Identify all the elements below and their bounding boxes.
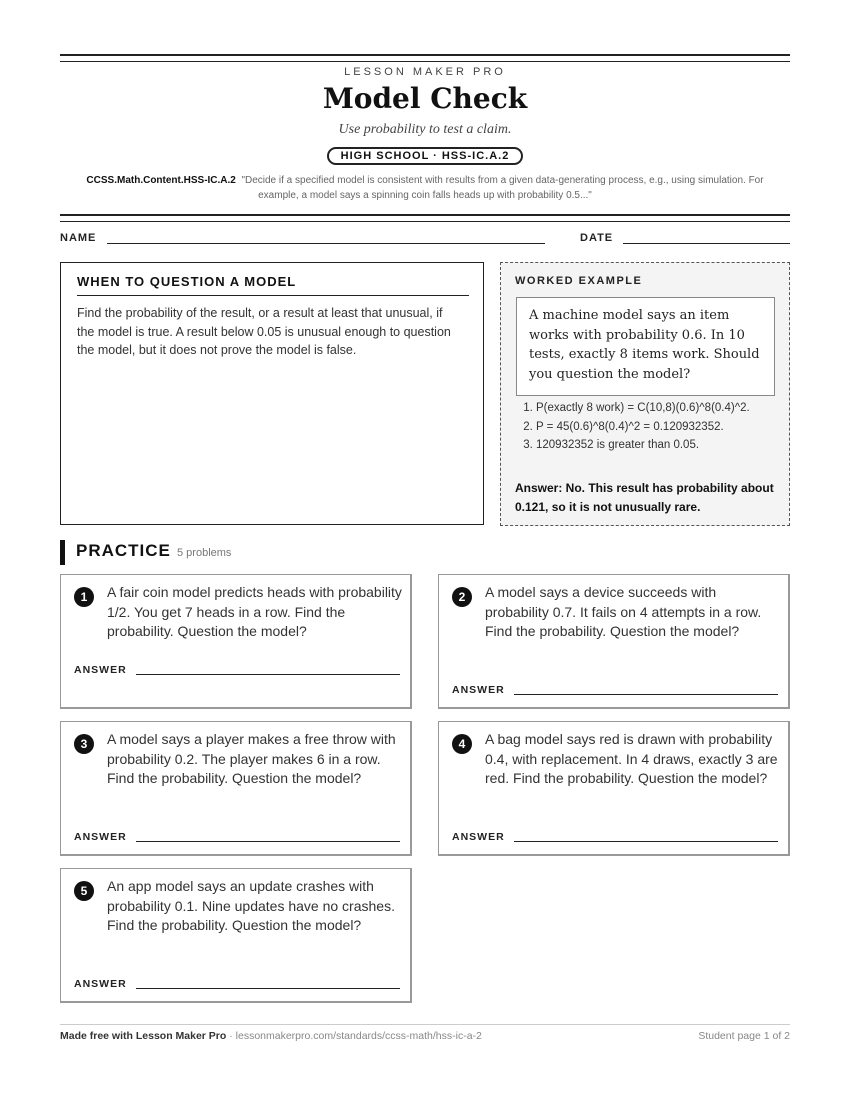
problem-card-3 [60, 721, 412, 856]
name-label: NAME [60, 232, 97, 244]
worked-example-step: 2. P = 45(0.6)^8(0.4)^2 = 0.120932352. [536, 418, 781, 437]
problem-card-5 [60, 868, 412, 1003]
grade-standard-badge: HIGH SCHOOL · HSS-IC.A.2 [327, 147, 524, 165]
footer-made-with: Made free with Lesson Maker Pro [60, 1030, 227, 1042]
footer-page-number: Student page 1 of 2 [698, 1030, 790, 1042]
worked-example-box [500, 262, 790, 526]
answer-field[interactable] [514, 694, 778, 695]
worked-example-heading: WORKED EXAMPLE [515, 275, 643, 287]
when-to-question-box [60, 262, 484, 525]
header-top-rule [60, 54, 790, 62]
standard-text: "Decide if a specified model is consistent with results from a given data-generating process, e.g., using simulation. For example, a model says a spinning coin falls heads up with probability 0.5..." [241, 175, 764, 201]
practice-accent-bar [60, 540, 65, 565]
problem-text: A fair coin model predicts heads with probability 1/2. You get 7 heads in a row. Find the probability. Question the model? [107, 584, 402, 639]
grade-badge-wrap [0, 146, 850, 165]
header-bottom-rule [60, 214, 790, 222]
date-label: DATE [580, 232, 614, 244]
answer-label: ANSWER [452, 684, 505, 696]
problem-text: A model says a player makes a free throw with probability 0.2. The player makes 6 in a row. Find the probability. Question the model? [107, 731, 396, 786]
answer-label: ANSWER [74, 664, 127, 676]
worked-example-step: 1. P(exactly 8 work) = C(10,8)(0.6)^8(0.4)^2. [536, 399, 781, 418]
problem-number: 2 [452, 587, 472, 607]
page-title: Model Check [322, 82, 528, 115]
brand-name: LESSON MAKER PRO [344, 66, 506, 78]
answer-field[interactable] [136, 988, 400, 989]
problem-card-4 [438, 721, 790, 856]
worked-example-step: 3. 120932352 is greater than 0.05. [536, 436, 781, 455]
problem-number: 4 [452, 734, 472, 754]
worked-example-steps [501, 399, 781, 455]
footer-url: · lessonmakerpro.com/standards/ccss-math/hss-ic-a-2 [226, 1030, 482, 1042]
problem-text: A model says a device succeeds with probability 0.7. It fails on 4 attempts in a row. Find the probability. Question the model? [485, 584, 762, 639]
answer-field[interactable] [514, 841, 778, 842]
footer-credit [60, 1030, 482, 1042]
footer-rule [60, 1024, 790, 1025]
standard-description [75, 173, 775, 203]
problem-text: A bag model says red is drawn with probability 0.4, with replacement. In 4 draws, exactly 3 are red. Find the probability. Question the model? [485, 731, 778, 786]
page-subtitle: Use probability to test a claim. [338, 122, 512, 137]
worked-example-answer: Answer: No. This result has probability about 0.121, so it is not unusually rare. [515, 481, 774, 514]
answer-label: ANSWER [74, 831, 127, 843]
practice-heading: PRACTICE [76, 541, 171, 560]
answer-field[interactable] [136, 674, 400, 675]
answer-label: ANSWER [452, 831, 505, 843]
answer-field[interactable] [136, 841, 400, 842]
problem-number: 1 [74, 587, 94, 607]
answer-label: ANSWER [74, 978, 127, 990]
name-field[interactable] [107, 243, 545, 244]
date-field[interactable] [623, 243, 790, 244]
problem-number: 5 [74, 881, 94, 901]
problem-card-2 [438, 574, 790, 709]
standard-code: CCSS.Math.Content.HSS-IC.A.2 [86, 175, 236, 186]
problem-text: An app model says an update crashes with probability 0.1. Nine updates have no crashes. Find the probability. Question the model? [107, 878, 395, 933]
problem-card-1 [60, 574, 412, 709]
when-to-question-body: Find the probability of the result, or a result at least that unusual, if the model is true. A result below 0.05 is unusual enough to question the model, but it does not prove the model is false. [77, 306, 451, 357]
practice-count: 5 problems [177, 547, 232, 559]
when-to-question-heading: WHEN TO QUESTION A MODEL [77, 274, 469, 296]
worked-example-prompt: A machine model says an item works with probability 0.6. In 10 tests, exactly 8 items work. Should you question the model? [516, 297, 775, 396]
problem-number: 3 [74, 734, 94, 754]
